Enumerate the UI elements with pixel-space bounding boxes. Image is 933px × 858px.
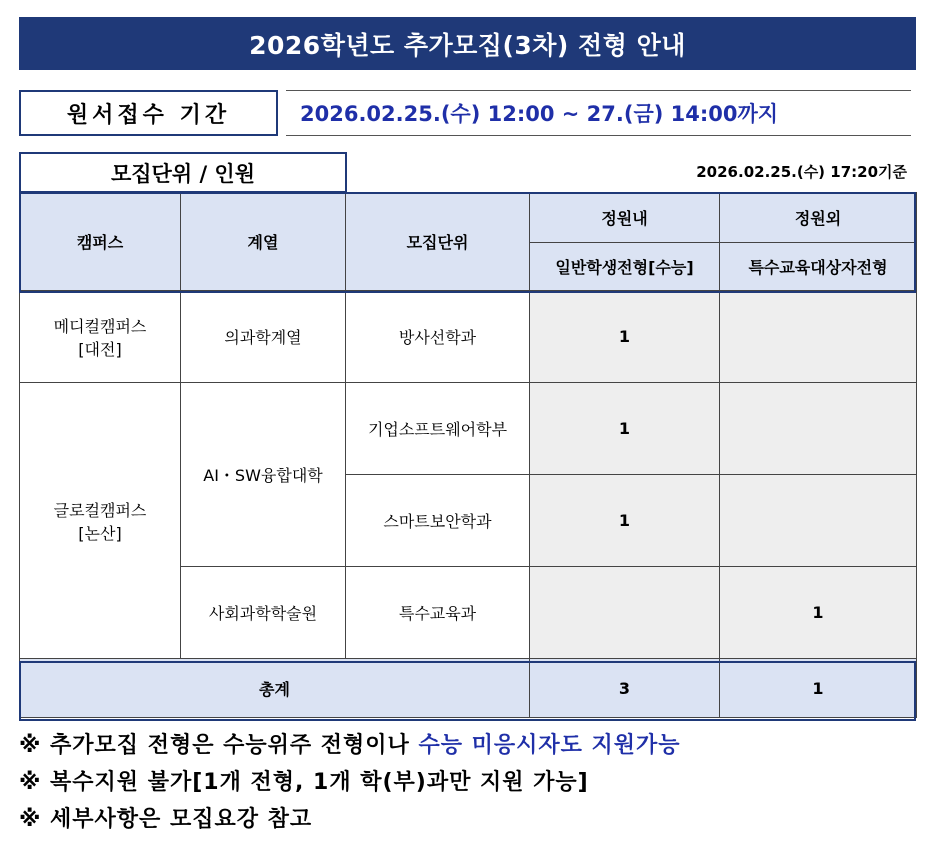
table-row <box>20 383 917 475</box>
header-out-quota-sub: 특수교육대상자전형 <box>720 243 917 291</box>
total-label: 총계 <box>20 659 530 718</box>
note-item <box>19 768 681 805</box>
cell-campus: 글로컬캠퍼스 [논산] <box>20 383 181 659</box>
cell-in-quota: 1 <box>530 475 720 567</box>
header-unit: 모집단위 <box>346 193 530 291</box>
header-series: 계열 <box>181 193 346 291</box>
cell-in-quota: 1 <box>530 291 720 383</box>
header-campus: 캠퍼스 <box>20 193 181 291</box>
total-row <box>20 659 917 718</box>
cell-in-quota <box>530 567 720 659</box>
base-date: 2026.02.25.(수) 17:20기준 <box>696 163 907 181</box>
recruitment-unit-label: 모집단위 / 인원 <box>19 152 347 193</box>
notes <box>19 731 681 842</box>
cell-out-quota <box>720 475 917 567</box>
cell-unit: 특수교육과 <box>346 567 530 659</box>
page-title: 2026학년도 추가모집(3차) 전형 안내 <box>19 17 916 70</box>
header-out-quota: 정원외 <box>720 193 917 243</box>
cell-out-quota <box>720 383 917 475</box>
cell-out-quota: 1 <box>720 567 917 659</box>
cell-series: AI・SW융합대학 <box>181 383 346 567</box>
note-text: ※ 세부사항은 모집요강 참고 <box>19 807 313 832</box>
cell-unit: 기업소프트웨어학부 <box>346 383 530 475</box>
cell-out-quota <box>720 291 917 383</box>
cell-unit: 방사선학과 <box>346 291 530 383</box>
application-period-value: 2026.02.25.(수) 12:00 ~ 27.(금) 14:00까지 <box>286 90 911 136</box>
recruitment-table <box>19 192 917 718</box>
application-period-label: 원서접수 기간 <box>19 90 278 136</box>
note-item <box>19 731 681 768</box>
cell-in-quota: 1 <box>530 383 720 475</box>
cell-series: 사회과학학술원 <box>181 567 346 659</box>
note-item <box>19 805 681 842</box>
cell-unit: 스마트보안학과 <box>346 475 530 567</box>
cell-campus: 메디컬캠퍼스 [대전] <box>20 291 181 383</box>
note-text: ※ 추가모집 전형은 수능위주 전형이나 <box>19 733 419 758</box>
total-in-quota: 3 <box>530 659 720 718</box>
total-out-quota: 1 <box>720 659 917 718</box>
table-row <box>20 291 917 383</box>
note-highlight: 수능 미응시자도 지원가능 <box>418 733 681 758</box>
note-text: ※ 복수지원 불가[1개 전형, 1개 학(부)과만 지원 가능] <box>19 770 589 795</box>
header-in-quota: 정원내 <box>530 193 720 243</box>
cell-series: 의과학계열 <box>181 291 346 383</box>
header-in-quota-sub: 일반학생전형[수능] <box>530 243 720 291</box>
